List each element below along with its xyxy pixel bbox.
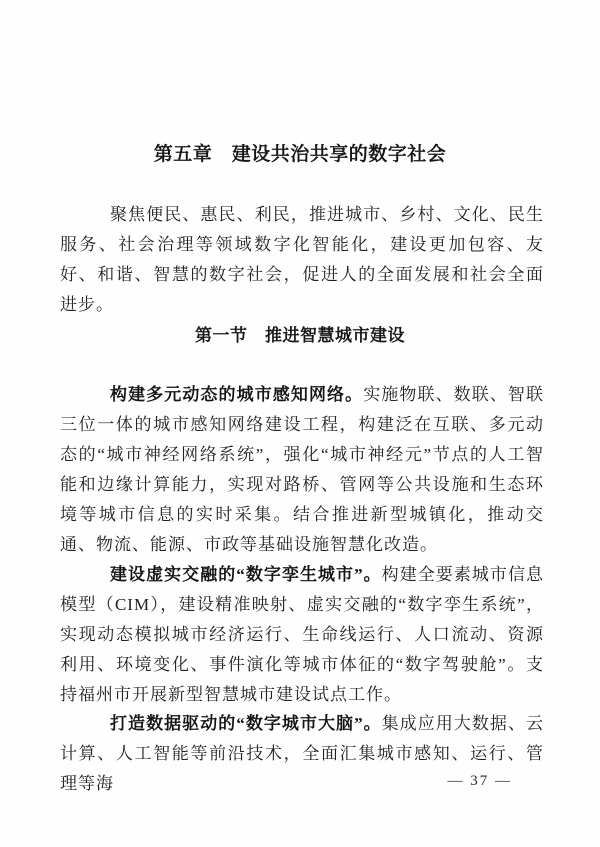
paragraph-digital-twin-city bbox=[60, 560, 544, 710]
paragraph-text: 集成应用大数据、云计算、人工智能等前沿技术，全面汇集城市感知、运行、管理等海 bbox=[60, 714, 545, 793]
paragraph-sensing-network bbox=[60, 380, 544, 560]
chapter-title: 第五章 建设共治共享的数字社会 bbox=[153, 144, 447, 165]
paragraph-text: 实施物联、数联、智联三位一体的城市感知网络建设工程，构建泛在互联、多元动态的“城市神经网络系统”，强化“城市神经元”节点的人工智能和边缘计算能力，实现对路桥、管网等公共设施和生态环境等城市信息的实时采集。结合推进新型城镇化，推动交通、物流、能源、市政等基础设施智慧化改造。 bbox=[60, 385, 545, 554]
paragraph-lead: 打造数据驱动的“数字城市大脑”。 bbox=[110, 714, 382, 733]
page-number: — 37 — bbox=[447, 773, 512, 789]
paragraph-lead: 建设虚实交融的“数字孪生城市”。 bbox=[110, 565, 382, 584]
paragraph-text: 构建全要素城市信息模型（CIM），建设精准映射、虚实交融的“数字孪生系统”，实现动态模拟城市经济运行、生命线运行、人口流动、资源利用、环境变化、事件演化等城市体征的“数字驾驶舱”。支持福州市开展新型智慧城市建设试点工作。 bbox=[60, 565, 545, 704]
section-heading: 第一节 推进智慧城市建设 bbox=[195, 326, 405, 345]
paragraph-lead: 构建多元动态的城市感知网络。 bbox=[110, 385, 364, 404]
intro-paragraph: 聚焦便民、惠民、利民，推进城市、乡村、文化、民生服务、社会治理等领域数字化智能化，建设更加包容、友好、和谐、智慧的数字社会，促进人的全面发展和社会全面进步。 bbox=[60, 205, 544, 314]
